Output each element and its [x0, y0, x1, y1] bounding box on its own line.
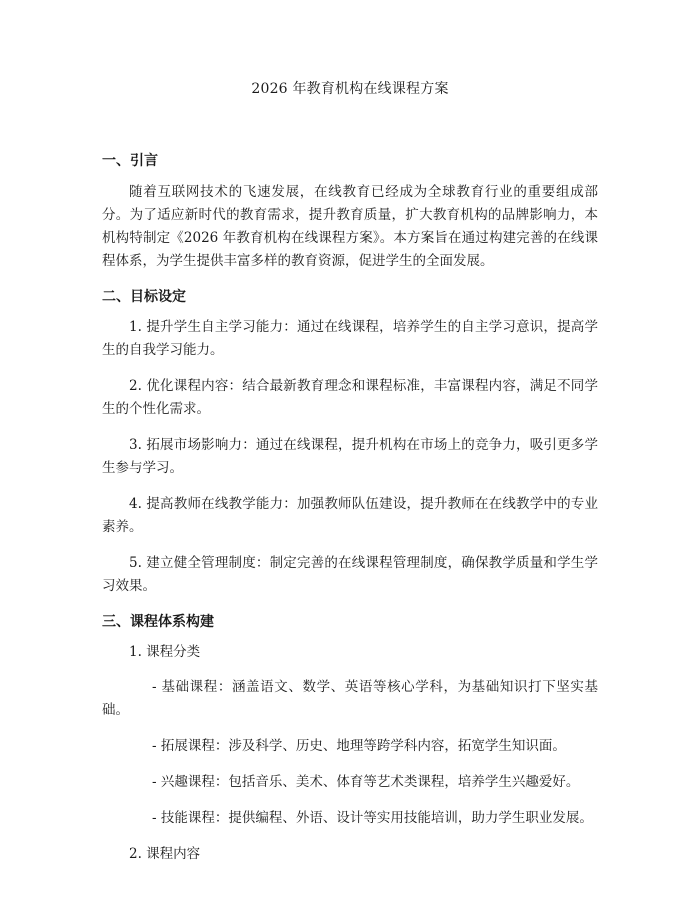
curriculum-content-label: 2. 课程内容 [129, 846, 201, 862]
section-heading-intro: 一、引言 [102, 153, 158, 169]
curriculum-category-label: 1. 课程分类 [129, 644, 201, 660]
goal-item: 1. 提升学生自主学习能力：通过在线课程，培养学生的自主学习意识，提高学生的自我学习能力。 [102, 319, 598, 358]
document-title: 2026 年教育机构在线课程方案 [251, 81, 449, 97]
curriculum-category-item: - 基础课程：涵盖语文、数学、英语等核心学科，为基础知识打下坚实基础。 [102, 679, 598, 718]
goal-item: 4. 提高教师在线教学能力：加强教师队伍建设，提升教师在在线教学中的专业素养。 [102, 496, 598, 535]
goal-item: 5. 建立健全管理制度：制定完善的在线课程管理制度，确保教学质量和学生学习效果。 [102, 555, 598, 594]
intro-paragraph: 随着互联网技术的飞速发展，在线教育已经成为全球教育行业的重要组成部分。为了适应新时代的教育需求，提升教育质量，扩大教育机构的品牌影响力，本机构特制定《2026 年教育机构在线课程方案》。本方案旨在通过构建完善的在线课程体系，为学生提供丰富多样的教育资源，促进学生的全面发展。 [102, 184, 598, 269]
goal-item: 3. 拓展市场影响力：通过在线课程，提升机构在市场上的竞争力，吸引更多学生参与学习。 [102, 437, 598, 476]
curriculum-category-item: - 技能课程：提供编程、外语、设计等实用技能培训，助力学生职业发展。 [152, 810, 593, 826]
section-heading-goals: 二、目标设定 [102, 289, 186, 305]
curriculum-category-item: - 兴趣课程：包括音乐、美术、体育等艺术类课程，培养学生兴趣爱好。 [152, 774, 580, 790]
section-heading-curriculum: 三、课程体系构建 [102, 614, 214, 630]
goal-item: 2. 优化课程内容：结合最新教育理念和课程标准，丰富课程内容，满足不同学生的个性化需求。 [102, 378, 598, 417]
curriculum-category-item: - 拓展课程：涉及科学、历史、地理等跨学科内容，拓宽学生知识面。 [152, 738, 566, 754]
